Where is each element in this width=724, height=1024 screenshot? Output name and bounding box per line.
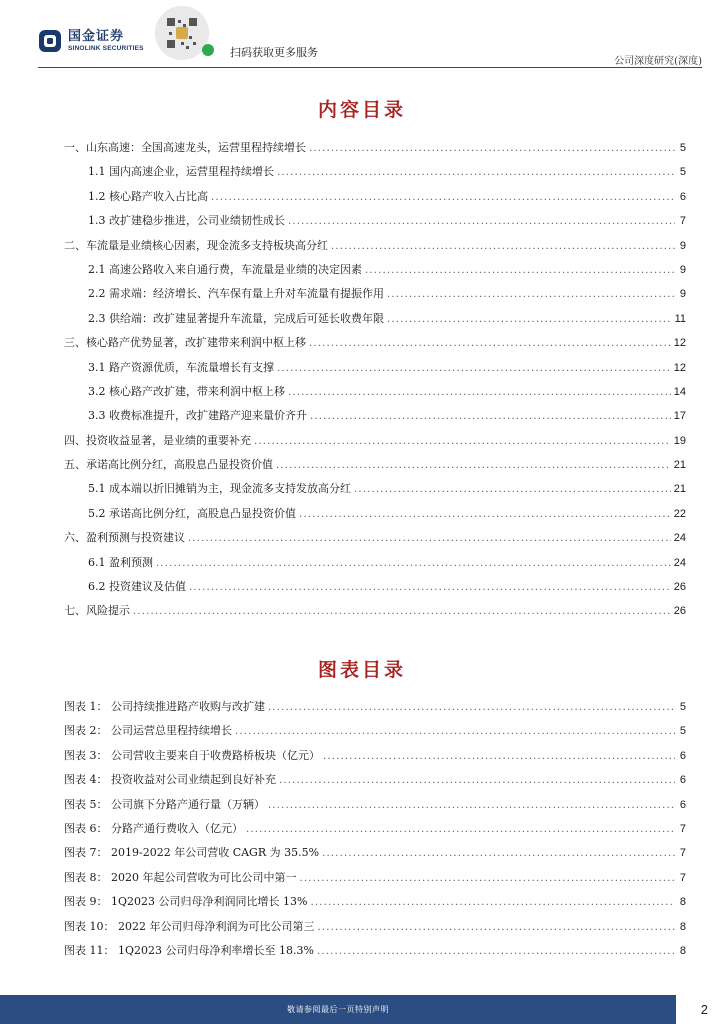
figure-entry-label: 图表 11： 1Q2023 公司归母净利率增长至 18.3% xyxy=(64,943,314,957)
qr-code[interactable] xyxy=(155,6,209,60)
toc-entry-page: 6 xyxy=(679,190,686,203)
dot-leader xyxy=(277,363,671,374)
toc-entry[interactable] xyxy=(64,310,686,334)
toc-entry-page: 11 xyxy=(674,312,686,325)
dot-leader xyxy=(277,167,675,178)
dot-leader xyxy=(235,726,675,737)
dot-leader xyxy=(211,192,675,203)
dot-leader xyxy=(268,702,675,713)
toc-entry[interactable] xyxy=(64,505,686,529)
toc-entry-page: 24 xyxy=(673,556,686,569)
dot-leader xyxy=(299,873,675,884)
figure-entry-page: 8 xyxy=(679,896,686,909)
page-footer xyxy=(0,995,724,1024)
figure-entry-page: 8 xyxy=(679,920,686,933)
figure-entry-label: 图表 5： 公司旗下分路产通行量（万辆） xyxy=(64,797,265,811)
figure-entry[interactable] xyxy=(64,893,686,917)
dot-leader xyxy=(387,314,672,325)
dot-leader xyxy=(189,582,671,593)
figures-list xyxy=(64,698,686,966)
toc-entry-label: 1.1 国内高速企业，运营里程持续增长 xyxy=(88,165,274,179)
toc-entry-label: 五、承诺高比例分红，高股息凸显投资价值 xyxy=(64,458,273,472)
toc-entry-label: 三、核心路产优势显著，改扩建带来利润中枢上移 xyxy=(64,336,306,350)
toc-entry-label: 6.1 盈利预测 xyxy=(88,555,153,569)
figure-entry-page: 7 xyxy=(679,871,686,884)
page-header xyxy=(0,0,724,70)
toc-entry[interactable] xyxy=(64,359,686,383)
dot-leader xyxy=(365,265,675,276)
toc-entry-label: 2.2 需求端：经济增长、汽车保有量上升对车流量有提振作用 xyxy=(88,287,384,301)
footer-disclaimer: 敬请参阅最后一页特别声明 xyxy=(287,1005,389,1014)
figure-entry[interactable] xyxy=(64,918,686,942)
figure-entry-page: 6 xyxy=(679,749,686,762)
toc-entry-page: 12 xyxy=(673,337,686,350)
toc-entry-page: 5 xyxy=(679,142,686,154)
scan-prompt: 扫码获取更多服务 xyxy=(230,46,318,59)
toc-entry-label: 七、风险提示 xyxy=(64,604,130,618)
toc-entry-label: 2.3 供给端：改扩建显著提升车流量，完成后可延长收费年限 xyxy=(88,311,384,325)
figure-entry[interactable] xyxy=(64,942,686,966)
toc-entry-label: 3.2 核心路产改扩建，带来利润中枢上移 xyxy=(88,384,285,398)
figure-entry-label: 图表 2： 公司运营总里程持续增长 xyxy=(64,724,232,738)
figure-entry-page: 7 xyxy=(679,822,686,835)
dot-leader xyxy=(268,800,675,811)
figure-entry-label: 图表 9： 1Q2023 公司归母净利润同比增长 13% xyxy=(64,895,308,909)
toc-entry[interactable] xyxy=(64,212,686,236)
toc-entry[interactable] xyxy=(64,578,686,602)
figure-entry-label: 图表 7： 2019-2022 年公司营收 CAGR 为 35.5% xyxy=(64,846,320,860)
toc-entry-label: 1.2 核心路产收入占比高 xyxy=(88,189,208,203)
toc-entry[interactable] xyxy=(64,602,686,626)
toc-entry[interactable] xyxy=(64,163,686,187)
figure-entry[interactable] xyxy=(64,722,686,746)
dot-leader xyxy=(309,338,671,349)
figure-entry-page: 5 xyxy=(679,701,686,713)
dot-leader xyxy=(133,606,671,617)
dot-leader xyxy=(246,824,675,835)
dot-leader xyxy=(299,509,671,520)
toc-entry-page: 9 xyxy=(679,263,686,276)
dot-leader xyxy=(354,484,671,495)
toc-entry[interactable] xyxy=(64,261,686,285)
figure-entry-label: 图表 8： 2020 年起公司营收为可比公司中第一 xyxy=(64,870,297,884)
toc-entry[interactable] xyxy=(64,456,686,480)
sinolink-logo-icon xyxy=(38,29,62,53)
toc-entry[interactable] xyxy=(64,139,686,163)
toc-entry-page: 19 xyxy=(673,434,686,447)
qr-code-icon xyxy=(155,6,209,60)
figure-entry-label: 图表 4： 投资收益对公司业绩起到良好补充 xyxy=(64,773,276,787)
toc-entry[interactable] xyxy=(64,237,686,261)
figure-entry[interactable] xyxy=(64,796,686,820)
figure-entry-label: 图表 3： 公司营收主要来自于收费路桥板块（亿元） xyxy=(64,748,320,762)
brand-name-en: SINOLINK SECURITIES xyxy=(68,44,144,52)
dot-leader xyxy=(254,436,671,447)
toc-entry-label: 6.2 投资建议及估值 xyxy=(88,580,186,594)
figure-entry-page: 6 xyxy=(679,774,686,787)
toc-entry-page: 26 xyxy=(673,581,686,594)
figure-entry-page: 7 xyxy=(679,847,686,860)
figure-entry-page: 5 xyxy=(679,725,686,738)
toc-entry-page: 22 xyxy=(673,507,686,520)
toc-entry-label: 3.3 收费标准提升，改扩建路产迎来量价齐升 xyxy=(88,409,307,423)
toc-entry-label: 二、车流量是业绩核心因素，现金流多支持板块高分红 xyxy=(64,238,328,252)
page-number: 2 xyxy=(700,1002,708,1017)
toc-entry[interactable] xyxy=(64,383,686,407)
contents-title: 内容目录 xyxy=(317,99,406,121)
dot-leader xyxy=(317,922,675,933)
toc-entry-label: 5.1 成本端以折旧摊销为主，现金流多支持发放高分红 xyxy=(88,482,351,496)
figures-title: 图表目录 xyxy=(317,659,406,681)
toc-entry[interactable] xyxy=(64,188,686,212)
mini-program-badge-icon xyxy=(202,44,214,56)
dot-leader xyxy=(276,460,671,471)
figure-entry-label: 图表 1： 公司持续推进路产收购与改扩建 xyxy=(64,700,265,713)
toc-entry-page: 9 xyxy=(679,239,686,252)
contents-list xyxy=(64,139,686,627)
toc-entry-page: 24 xyxy=(673,532,686,545)
toc-entry-page: 21 xyxy=(673,483,686,496)
toc-entry-label: 一、山东高速：全国高速龙头，运营里程持续增长 xyxy=(64,141,306,154)
toc-entry-page: 5 xyxy=(679,166,686,179)
figure-entry-label: 图表 10： 2022 年公司归母净利润为可比公司第三 xyxy=(64,919,315,933)
figure-entry[interactable] xyxy=(64,747,686,771)
toc-entry-page: 26 xyxy=(673,605,686,618)
dot-leader xyxy=(310,411,671,422)
header-divider xyxy=(38,67,702,68)
toc-entry-page: 7 xyxy=(679,215,686,228)
figure-entry-page: 8 xyxy=(679,944,686,957)
toc-entry-label: 四、投资收益显著，是业绩的重要补充 xyxy=(64,433,251,447)
figure-entry[interactable] xyxy=(64,820,686,844)
dot-leader xyxy=(288,387,671,398)
toc-entry-label: 5.2 承诺高比例分红，高股息凸显投资价值 xyxy=(88,506,296,520)
brand-name-cn: 国金证券 xyxy=(68,28,125,44)
toc-entry[interactable] xyxy=(64,480,686,504)
toc-entry[interactable] xyxy=(64,285,686,309)
toc-entry[interactable] xyxy=(64,432,686,456)
toc-entry-page: 9 xyxy=(679,288,686,301)
toc-entry-label: 3.1 路产资源优质，车流量增长有支撑 xyxy=(88,360,274,374)
toc-entry[interactable] xyxy=(64,529,686,553)
report-type: 公司深度研究(深度) xyxy=(614,56,702,67)
dot-leader xyxy=(322,848,675,859)
figure-entry-label: 图表 6： 分路产通行费收入（亿元） xyxy=(64,821,243,835)
toc-entry-label: 六、盈利预测与投资建议 xyxy=(64,531,185,545)
dot-leader xyxy=(331,241,675,252)
dot-leader xyxy=(310,897,675,908)
dot-leader xyxy=(288,216,675,227)
figure-entry-page: 6 xyxy=(679,798,686,811)
toc-entry-page: 14 xyxy=(673,385,686,398)
toc-entry[interactable] xyxy=(64,554,686,578)
dot-leader xyxy=(156,558,671,569)
dot-leader xyxy=(188,533,671,544)
toc-entry-page: 21 xyxy=(673,459,686,472)
dot-leader xyxy=(309,143,675,154)
figure-entry[interactable] xyxy=(64,869,686,893)
dot-leader xyxy=(317,946,675,957)
toc-entry-label: 2.1 高速公路收入来自通行费，车流量是业绩的决定因素 xyxy=(88,262,362,276)
brand-logo xyxy=(38,29,144,53)
figure-entry[interactable] xyxy=(64,844,686,868)
dot-leader xyxy=(387,289,675,300)
toc-entry[interactable] xyxy=(64,407,686,431)
toc-entry[interactable] xyxy=(64,334,686,358)
dot-leader xyxy=(323,751,675,762)
toc-entry-label: 1.3 改扩建稳步推进，公司业绩韧性成长 xyxy=(88,214,285,228)
dot-leader xyxy=(279,775,675,786)
toc-entry-page: 17 xyxy=(673,410,686,423)
toc-entry-page: 12 xyxy=(673,361,686,374)
figure-entry[interactable] xyxy=(64,698,686,722)
figure-entry[interactable] xyxy=(64,771,686,795)
